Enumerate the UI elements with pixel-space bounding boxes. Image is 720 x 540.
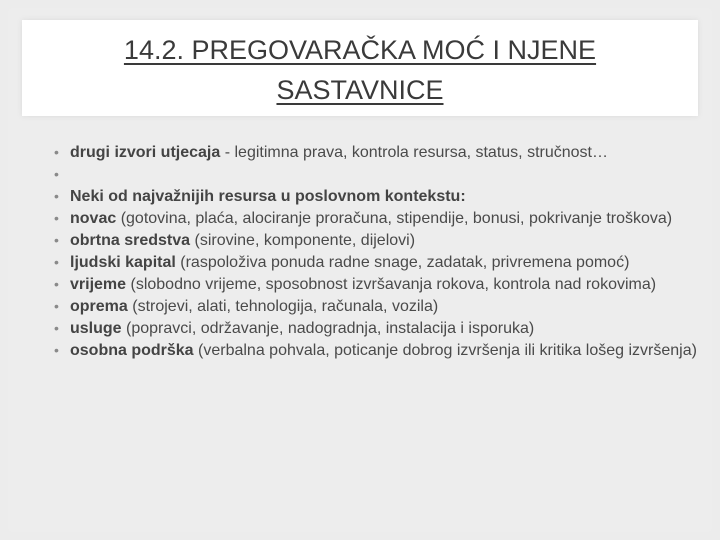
list-item [20,188,700,205]
list-item [20,298,700,315]
item-bold: usluge [70,320,122,337]
item-text: (popravci, održavanje, nadogradnja, instalacija i isporuka) [121,320,535,337]
slide-title [22,30,698,110]
item-text: (raspoloživa ponuda radne snage, zadatak, privremena pomoć) [175,254,630,271]
item-text: (slobodno vrijeme, sposobnost izvršavanja rokova, kontrola nad rokovima) [126,276,657,293]
item-bold: osobna podrška [70,342,194,359]
list-item [20,210,700,227]
list-item [20,320,700,337]
bullet-icon: • [54,144,59,160]
item-text: (strojevi, alati, tehnologija, računala, vozila) [127,298,439,315]
slide [8,8,712,532]
bullet-icon: • [54,276,59,292]
bullet-icon: • [54,342,59,358]
list-item [20,276,700,293]
list-item [20,232,700,249]
bullet-icon: • [54,298,59,314]
bullet-icon: • [54,232,59,248]
item-bold: vrijeme [70,276,127,293]
list-item [20,254,700,271]
item-text: (gotovina, plaća, alociranje proračuna, stipendije, bonusi, pokrivanje troškova) [116,210,673,227]
item-bold: ljudski kapital [70,254,176,271]
title-line-2: SASTAVNICE [276,75,444,105]
item-bold: drugi izvori utjecaja [70,144,221,161]
bullet-list [20,144,700,364]
bullet-icon: • [54,254,59,270]
title-box [22,20,698,116]
item-bold: novac [70,210,117,227]
bullet-icon: • [54,320,59,336]
bullet-icon: • [54,188,59,204]
item-bold: obrtna sredstva [70,232,191,249]
item-text: (verbalna pohvala, poticanje dobrog izvršenja ili kritika lošeg izvršenja) [193,342,697,359]
item-text: - legitimna prava, kontrola resursa, status, stručnost… [220,144,608,161]
bullet-icon: • [54,166,59,182]
item-bold: oprema [70,298,128,315]
title-line-1: 14.2. PREGOVARAČKA MOĆ I NJENE [123,35,597,65]
list-item [20,342,700,359]
item-text: (sirovine, komponente, dijelovi) [190,232,416,249]
list-item [20,144,700,161]
item-bold: Neki od najvažnijih resursa u poslovnom kontekstu: [70,188,466,205]
bullet-icon: • [54,210,59,226]
list-item [20,166,700,183]
